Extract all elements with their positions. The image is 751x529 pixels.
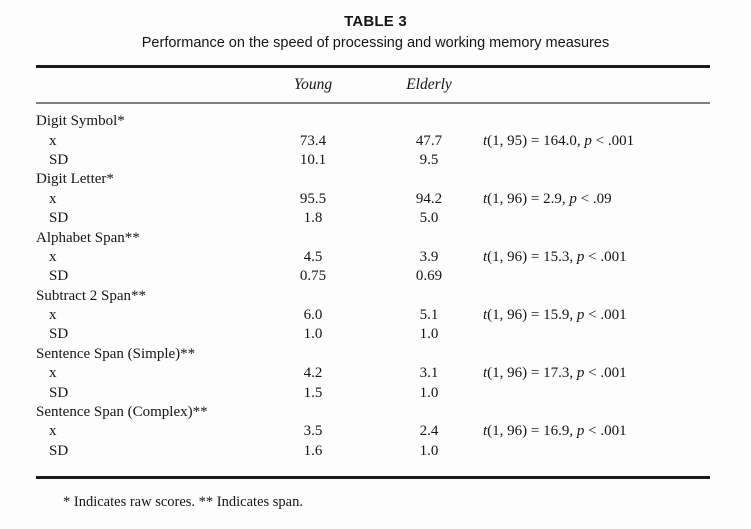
column-header-row [36, 68, 710, 102]
stat-value [478, 191, 710, 208]
row-label: SD [49, 326, 69, 343]
measure-row [36, 345, 710, 364]
stat-p-symbol: p [576, 307, 585, 324]
stat-p-symbol: p [576, 423, 585, 440]
measure-row [36, 287, 710, 306]
column-header-young: Young [293, 76, 333, 93]
elderly-value: 47.7 [415, 132, 443, 149]
stat-value [478, 365, 710, 382]
table-body [36, 104, 710, 461]
elderly-value: 5.0 [419, 210, 439, 227]
row-label: x [49, 307, 57, 324]
row-label: x [49, 423, 57, 440]
young-value: 95.5 [299, 190, 327, 207]
stat-tail: < .001 [584, 423, 627, 440]
stat-t-symbol: t [483, 423, 488, 440]
elderly-value: 3.9 [419, 248, 439, 265]
stat-p-symbol: p [569, 190, 577, 207]
stat-body: (1, 96) = 15.3, [487, 248, 577, 265]
table-caption [0, 13, 751, 51]
elderly-value: 3.1 [419, 365, 439, 382]
data-row [36, 325, 710, 344]
data-row [36, 248, 710, 267]
elderly-value: 2.4 [419, 423, 439, 440]
elderly-value: 1.0 [419, 442, 439, 459]
young-value: 6.0 [303, 307, 323, 324]
measure-label: Sentence Span (Simple)** [36, 345, 196, 362]
elderly-value: 1.0 [419, 384, 439, 401]
young-value: 4.2 [303, 365, 323, 382]
data-row [36, 442, 710, 461]
stat-tail: < .001 [584, 248, 627, 265]
stat-value [478, 133, 710, 150]
elderly-value: 0.69 [415, 268, 443, 285]
column-header-elderly: Elderly [406, 76, 452, 93]
row-label: x [49, 190, 57, 207]
row-label: SD [49, 442, 69, 459]
stat-body: (1, 96) = 15.9, [487, 307, 577, 324]
stat-value [478, 423, 710, 440]
data-row [36, 364, 710, 383]
measure-label: Sentence Span (Complex)** [36, 404, 208, 421]
young-value: 1.8 [303, 210, 323, 227]
data-row [36, 306, 710, 325]
stat-value [478, 249, 710, 266]
stat-body: (1, 95) = 164.0, [487, 132, 585, 149]
measure-row [36, 170, 710, 189]
measure-label: Digit Symbol* [36, 113, 125, 130]
stat-body: (1, 96) = 16.9, [487, 423, 577, 440]
stat-t-symbol: t [483, 190, 488, 207]
young-value: 73.4 [299, 132, 327, 149]
measure-row [36, 403, 710, 422]
row-label: x [49, 248, 57, 265]
young-value: 0.75 [299, 268, 327, 285]
measure-label: Alphabet Span** [36, 229, 140, 246]
young-value: 1.6 [303, 442, 323, 459]
young-value: 3.5 [303, 423, 323, 440]
stat-body: (1, 96) = 2.9, [487, 190, 570, 207]
stat-t-symbol: t [483, 365, 488, 382]
data-row [36, 209, 710, 228]
measure-row [36, 228, 710, 247]
stat-tail: < .001 [591, 132, 635, 149]
young-value: 10.1 [299, 151, 327, 168]
stat-p-symbol: p [576, 365, 585, 382]
data-row [36, 267, 710, 286]
data-row [36, 383, 710, 402]
bottom-rule [36, 476, 710, 479]
row-label: SD [49, 210, 69, 227]
measure-row [36, 112, 710, 131]
elderly-value: 1.0 [419, 326, 439, 343]
stat-body: (1, 96) = 17.3, [487, 365, 577, 382]
elderly-value: 94.2 [415, 190, 443, 207]
stat-t-symbol: t [483, 248, 488, 265]
stat-p-symbol: p [576, 248, 585, 265]
table-footnote: * Indicates raw scores. ** Indicates span. [63, 494, 303, 510]
stat-p-symbol: p [584, 132, 592, 149]
data-row [36, 190, 710, 209]
young-value: 1.5 [303, 384, 323, 401]
young-value: 1.0 [303, 326, 323, 343]
measure-label: Digit Letter* [36, 171, 114, 188]
stat-t-symbol: t [483, 132, 488, 149]
stat-value [478, 307, 710, 324]
data-row [36, 151, 710, 170]
row-label: SD [49, 268, 69, 285]
data-table [36, 65, 710, 479]
elderly-value: 9.5 [419, 151, 439, 168]
row-label: x [49, 132, 57, 149]
row-label: SD [49, 151, 69, 168]
stat-tail: < .001 [584, 307, 627, 324]
stat-tail: < .001 [584, 365, 627, 382]
data-row [36, 422, 710, 441]
elderly-value: 5.1 [419, 307, 439, 324]
measure-label: Subtract 2 Span** [36, 287, 146, 304]
stat-tail: < .09 [576, 190, 612, 207]
data-row [36, 131, 710, 150]
table-subtitle: Performance on the speed of processing and working memory measures [141, 35, 610, 51]
stat-t-symbol: t [483, 307, 488, 324]
table-title: TABLE 3 [344, 13, 407, 30]
row-label: x [49, 365, 57, 382]
young-value: 4.5 [303, 248, 323, 265]
row-label: SD [49, 384, 69, 401]
